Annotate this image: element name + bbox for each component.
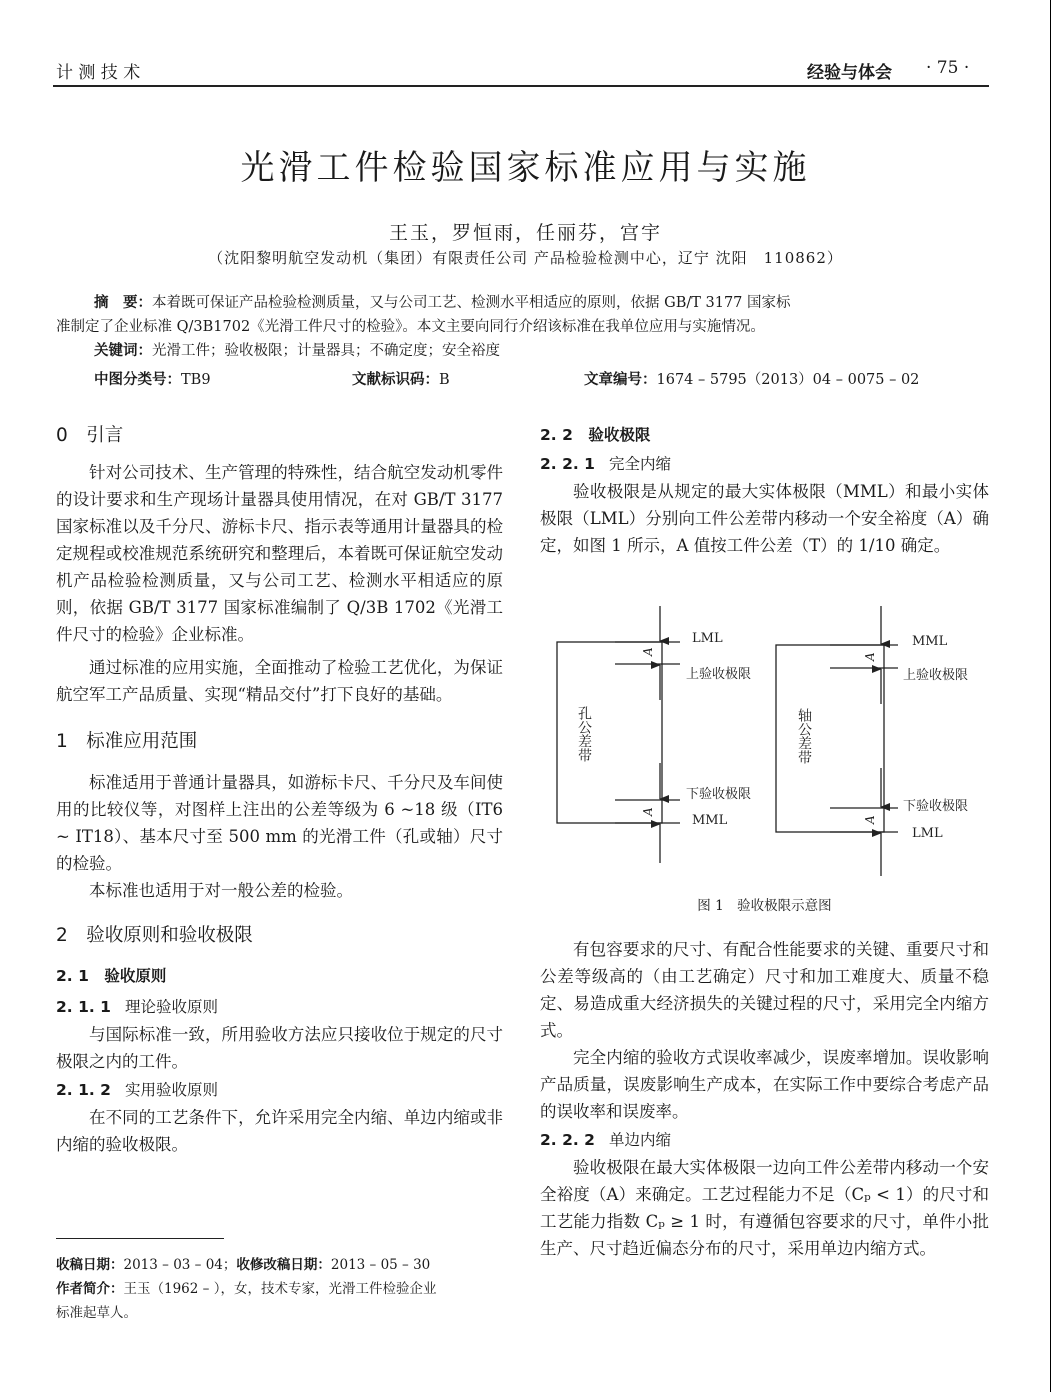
abstract-label: 摘 要： bbox=[94, 295, 152, 311]
section-2-1-1-heading: 2. 1. 1 理论验收原则 bbox=[56, 998, 218, 1016]
shaft-zone-label: 轴公差带 bbox=[796, 708, 812, 764]
page-number: · 75 · bbox=[926, 58, 970, 78]
figure-caption: 图 1 验收极限示意图 bbox=[697, 898, 832, 914]
shaft-bottom-label: LML bbox=[912, 826, 943, 841]
section-2-2-2-heading: 2. 2. 2 单边内缩 bbox=[540, 1131, 671, 1149]
clc-number: 中图分类号：TB9 bbox=[94, 372, 211, 388]
author-bio-cont: 标准起草人。 bbox=[56, 1305, 137, 1321]
shaft-upper-margin: A bbox=[863, 652, 877, 661]
left-column bbox=[56, 422, 503, 1158]
section-2-2-1-heading: 2. 2. 1 完全内缩 bbox=[540, 455, 671, 473]
hole-upper-margin: A bbox=[641, 647, 655, 656]
shaft-lower-label: 下验收极限 bbox=[903, 799, 969, 814]
article-number: 文章编号：1674 – 5795（2013）04 – 0075 – 02 bbox=[584, 372, 920, 388]
theory-paragraph: 与国际标准一致，所用验收方法应只接收位于规定的尺寸极限之内的工件。 bbox=[56, 1025, 503, 1071]
right-column-bottom bbox=[540, 936, 989, 1262]
hole-upper-label: 上验收极限 bbox=[686, 667, 752, 682]
full-shrink-usage-paragraph: 有包容要求的尺寸、有配合性能要求的关键、重要尺寸和公差等级高的（由工艺确定）尺寸和加工难度大、质量不稳定、易造成重大经济损失的关键过程的尺寸，采用完全内缩方式。 bbox=[540, 940, 989, 1040]
header-rule bbox=[53, 85, 989, 87]
section-2-heading: 2 验收原则和验收极限 bbox=[56, 925, 253, 946]
shaft-top-label: MML bbox=[912, 634, 948, 649]
full-shrink-paragraph: 验收极限是从规定的最大实体极限（MML）和最小实体极限（LML）分别向工件公差带内移动一个安全裕度（A）确定，如图 1 所示，A 值按工件公差（T）的 1/10 确定。 bbox=[540, 482, 989, 555]
full-shrink-effect-paragraph: 完全内缩的验收方式误收率减少，误废率增加。误收影响产品质量，误废影响生产成本，在实际工作中要综合考虑产品的误收率和误废率。 bbox=[540, 1048, 989, 1121]
scope-paragraph-1: 标准适用于普通计量器具，如游标卡尺、千分尺及车间使用的比较仪等，对图样上注出的公差等级为 6 ~18 级（IT6 ~ IT18）、基本尺寸至 500 mm 的光滑工件（孔或轴）尺寸的检验。 bbox=[56, 773, 503, 873]
figure-1 bbox=[540, 598, 990, 918]
hole-bottom-label: MML bbox=[692, 813, 728, 828]
section-1-heading: 1 标准应用范围 bbox=[56, 731, 198, 752]
footnote-rule bbox=[56, 1238, 224, 1239]
hole-lower-margin: A bbox=[641, 807, 655, 816]
section-0-heading: 0 引言 bbox=[56, 425, 124, 446]
intro-paragraph-1: 针对公司技术、生产管理的特殊性，结合航空发动机零件的设计要求和生产现场计量器具使用情况，在对 GB/T 3177 国家标准以及千分尺、游标卡尺、指示表等通用计量器具的检定规程或校准规范系统研究和整理后，本着既可保证航空发动机产品检验检测质量，又与公司工艺、检测水平相适应的原则，依据 GB/T 3177 国家标准编制了 Q/3B 1702《光滑工件尺寸的检验》企业标准。 bbox=[56, 463, 503, 644]
affiliation: （沈阳黎明航空发动机（集团）有限责任公司 产品检验检测中心，辽宁 沈阳 110862） bbox=[208, 249, 843, 267]
hole-zone-box bbox=[557, 642, 662, 823]
section-2-2-heading: 2. 2 验收极限 bbox=[540, 426, 651, 444]
abstract bbox=[56, 291, 991, 363]
practical-paragraph: 在不同的工艺条件下，允许采用完全内缩、单边内缩或非内缩的验收极限。 bbox=[56, 1108, 503, 1154]
section-2-1-heading: 2. 1 验收原则 bbox=[56, 967, 167, 985]
intro-paragraph-2: 通过标准的应用实施，全面推动了检验工艺优化，为保证航空军工产品质量、实现“精品交付”打下良好的基础。 bbox=[56, 658, 503, 704]
single-shrink-paragraph: 验收极限在最大实体极限一边向工件公差带内移动一个安全裕度（A）来确定。工艺过程能力不足（Cₚ < 1）的尺寸和工艺能力指数 Cₚ ≥ 1 时，有遵循包容要求的尺寸，单件小批生产、尺寸趋近偏态分布的尺寸，采用单边内缩方式。 bbox=[540, 1158, 989, 1258]
keywords: 光滑工件；验收极限；计量器具；不确定度；安全裕度 bbox=[152, 343, 500, 359]
received-dates: 收稿日期：2013 – 03 – 04；收修改稿日期：2013 – 05 – 30 bbox=[56, 1257, 431, 1273]
author-bio: 作者简介：王玉（1962 – ），女，技术专家，光滑工件检验企业 bbox=[56, 1281, 437, 1297]
hole-top-label: LML bbox=[692, 631, 723, 646]
section-name: 经验与体会 bbox=[807, 63, 892, 83]
hole-lower-label: 下验收极限 bbox=[686, 787, 752, 802]
keywords-label: 关键词： bbox=[94, 343, 152, 359]
abstract-line1: 本着既可保证产品检验检测质量，又与公司工艺、检测水平相适应的原则，依据 GB/T 3177 国家标 bbox=[152, 295, 791, 311]
authors: 王玉，罗恒雨，任丽芬，宫宇 bbox=[388, 222, 662, 244]
shaft-upper-label: 上验收极限 bbox=[903, 668, 969, 683]
document-code: 文献标识码：B bbox=[352, 372, 450, 388]
abstract-line2: 准制定了企业标准 Q/3B1702《光滑工件尺寸的检验》。本文主要向同行介绍该标准在我单位应用与实施情况。 bbox=[56, 319, 765, 335]
shaft-lower-margin: A bbox=[863, 815, 877, 824]
section-2-1-2-heading: 2. 1. 2 实用验收原则 bbox=[56, 1081, 218, 1099]
right-column-top bbox=[540, 422, 989, 559]
journal-name: 计 测 技 术 bbox=[56, 63, 141, 83]
hole-zone-label: 孔公差带 bbox=[576, 706, 592, 762]
shaft-zone-box bbox=[776, 645, 884, 832]
scope-paragraph-2: 本标准也适用于对一般公差的检验。 bbox=[89, 881, 353, 900]
footnote bbox=[56, 1253, 506, 1325]
paper-title: 光滑工件检验国家标准应用与实施 bbox=[240, 148, 811, 188]
